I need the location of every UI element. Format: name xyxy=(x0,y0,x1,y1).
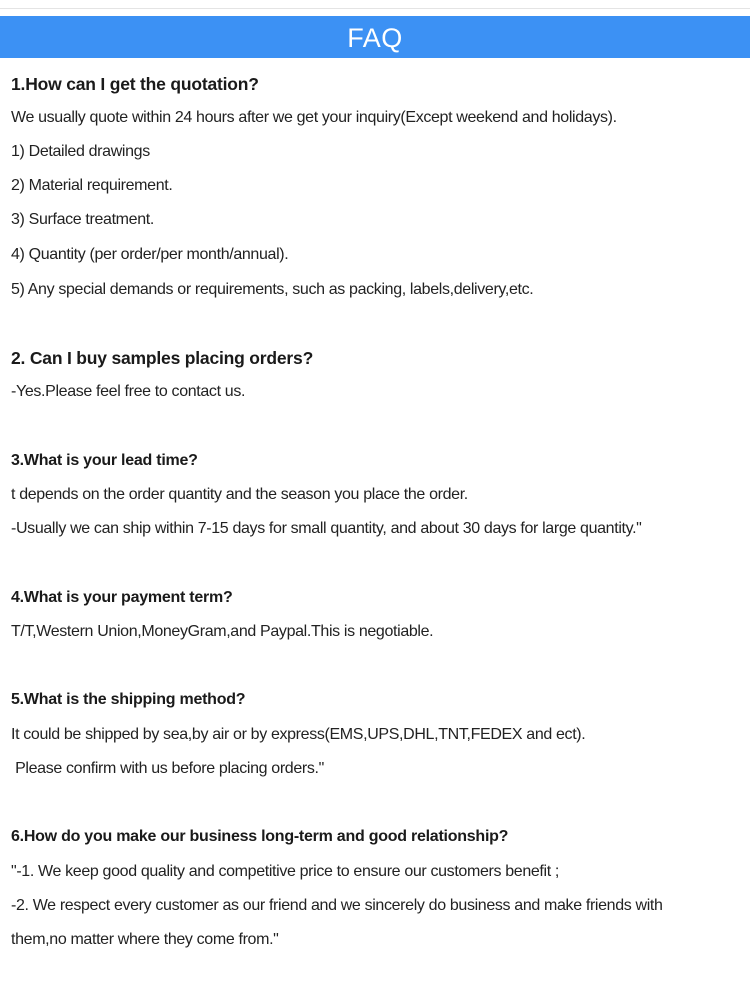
faq-answer-1-item: 2) Material requirement. xyxy=(11,177,173,194)
faq-question-5: 5.What is the shipping method? xyxy=(11,691,246,708)
faq-question-1: 1.How can I get the quotation? xyxy=(11,74,259,94)
faq-question-4: 4.What is your payment term? xyxy=(11,589,233,606)
faq-answer-1: We usually quote within 24 hours after we get your inquiry(Except weekend and holidays). xyxy=(11,109,617,126)
faq-answer-1-item: 3) Surface treatment. xyxy=(11,211,154,228)
faq-answer-1-item: 4) Quantity (per order/per month/annual). xyxy=(11,246,289,263)
faq-question-3: 3.What is your lead time? xyxy=(11,452,198,469)
faq-answer-3: t depends on the order quantity and the season you place the order. xyxy=(11,486,468,503)
faq-banner: FAQ xyxy=(0,16,750,58)
faq-answer-3: -Usually we can ship within 7-15 days for small quantity, and about 30 days for large quantity." xyxy=(11,520,642,537)
faq-question-6: 6.How do you make our business long-term and good relationship? xyxy=(11,828,509,845)
faq-answer-6: them,no matter where they come from." xyxy=(11,931,279,948)
faq-answer-2: -Yes.Please feel free to contact us. xyxy=(11,383,246,400)
faq-answer-5: It could be shipped by sea,by air or by express(EMS,UPS,DHL,TNT,FEDEX and ect). xyxy=(11,726,586,743)
faq-answer-5: Please confirm with us before placing orders." xyxy=(11,760,324,777)
faq-answer-1-item: 1) Detailed drawings xyxy=(11,143,150,160)
faq-answer-1-item: 5) Any special demands or requirements, such as packing, labels,delivery,etc. xyxy=(11,281,534,298)
faq-answer-6: "-1. We keep good quality and competitive price to ensure our customers benefit ; xyxy=(11,863,560,880)
faq-answer-6: -2. We respect every customer as our friend and we sincerely do business and make friends with xyxy=(11,897,663,914)
faq-question-2: 2. Can I buy samples placing orders? xyxy=(11,348,314,368)
top-divider xyxy=(0,8,750,9)
faq-answer-4: T/T,Western Union,MoneyGram,and Paypal.This is negotiable. xyxy=(11,623,434,640)
